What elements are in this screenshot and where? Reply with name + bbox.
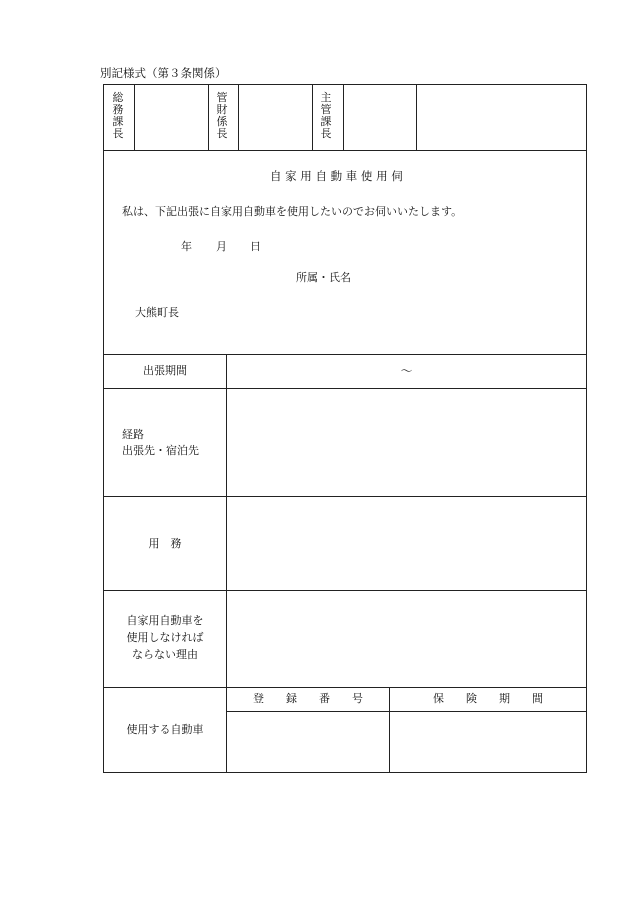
route-field[interactable]: [227, 389, 586, 496]
reason-label-line3: ならない理由: [132, 648, 198, 661]
registration-number-field[interactable]: [227, 712, 389, 772]
approval-seal-property[interactable]: [239, 85, 311, 149]
request-body-text: 私は、下記出張に自家用自動車を使用したいのでお伺いいたします。: [122, 205, 463, 218]
approval-seal-general-affairs[interactable]: [135, 85, 207, 149]
business-label: 用 務: [148, 537, 182, 550]
route-label: 経路: [122, 428, 144, 441]
reason-label-line1: 自家用自動車を: [126, 614, 204, 627]
insurance-period-field[interactable]: [390, 712, 586, 772]
vehicle-label: 使用する自動車: [126, 723, 204, 736]
form-title: 自 家 用 自 動 車 使 用 伺: [270, 169, 403, 183]
form-header-label: 別記様式（第３条関係）: [100, 66, 227, 80]
approval-label-section-chief: 主管課長: [320, 91, 332, 140]
approval-label-general-affairs: 総務課長: [112, 91, 124, 140]
insurance-period-header: 保 険 期 間: [433, 692, 543, 705]
addressee-label: 大熊町長: [135, 306, 179, 319]
reason-field[interactable]: [227, 591, 586, 687]
trip-period-field[interactable]: [227, 355, 586, 388]
trip-period-label: 出張期間: [143, 364, 187, 377]
destination-lodging-label: 出張先・宿泊先: [122, 444, 199, 457]
business-field[interactable]: [227, 497, 586, 590]
affiliation-name-label: 所属・氏名: [296, 271, 351, 284]
approval-label-property: 管財係長: [216, 91, 228, 140]
registration-number-header: 登 録 番 号: [253, 692, 363, 705]
trip-period-separator: ～: [400, 364, 413, 378]
reason-label-line2: 使用しなければ: [126, 631, 204, 644]
approval-seal-section-chief[interactable]: [344, 85, 415, 149]
date-day-label: 日: [250, 240, 261, 253]
date-year-label: 年: [181, 240, 192, 253]
date-month-label: 月: [216, 240, 227, 253]
